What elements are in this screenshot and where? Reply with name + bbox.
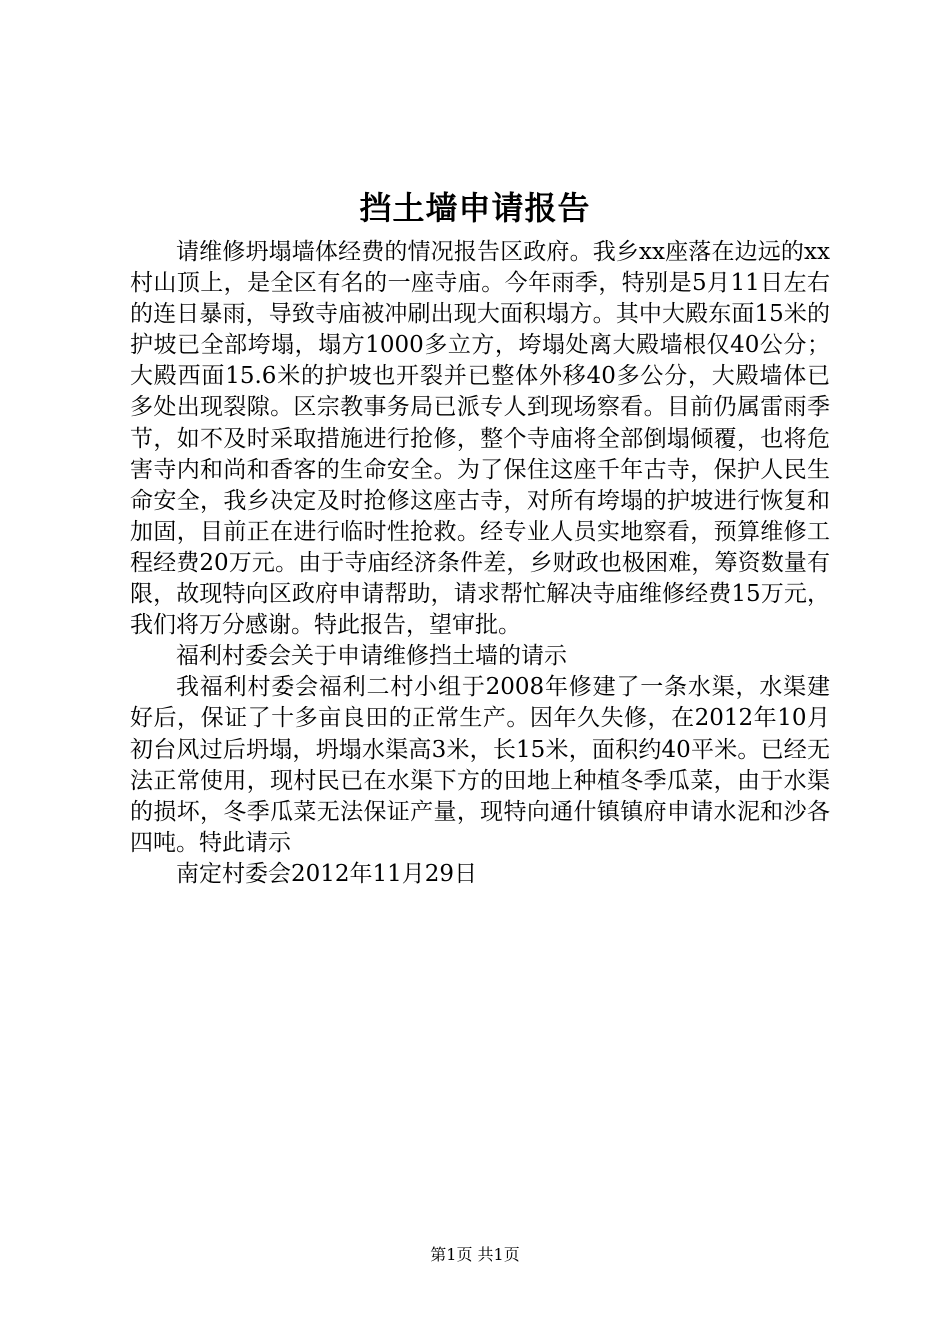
document-body bbox=[130, 237, 830, 890]
request-heading: 福利村委会关于申请维修挡土墙的请示 bbox=[176, 643, 567, 670]
page-number: 第1页 共1页 bbox=[430, 1245, 520, 1264]
document-title: 挡土墙申请报告 bbox=[359, 189, 591, 227]
request-paragraph: 我福利村委会福利二村小组于2008年修建了一条水渠，水渠建好后，保证了十多亩良田的正常生产。因年久失修，在2012年10月初台风过后坍塌，坍塌水渠高3米，长15米，面积约40平米。已经无法正常使用，现村民已在水渠下方的田地上种植冬季瓜菜，由于水渠的损坏，冬季瓜菜无法保证产量，现特向通什镇镇府申请水泥和沙各四吨。特此请示 bbox=[130, 674, 830, 856]
signature-line: 南定村委会2012年11月29日 bbox=[176, 860, 478, 887]
report-paragraph: 请维修坍塌墙体经费的情况报告区政府。我乡xx座落在边远的xx村山顶上，是全区有名的一座寺庙。今年雨季，特别是5月11日左右的连日暴雨，导致寺庙被冲刷出现大面积塌方。其中大殿东面15米的护坡已全部垮塌，塌方1000多立方，垮塌处离大殿墙根仅40公分；大殿西面15.6米的护坡也开裂并已整体外移40多公分，大殿墙体已多处出现裂隙。区宗教事务局已派专人到现场察看。目前仍属雷雨季节，如不及时采取措施进行抢修，整个寺庙将全部倒塌倾覆，也将危害寺内和尚和香客的生命安全。为了保住这座千年古寺，保护人民生命安全，我乡决定及时抢修这座古寺，对所有垮塌的护坡进行恢复和加固，目前正在进行临时性抢救。经专业人员实地察看，预算维修工程经费20万元。由于寺庙经济条件差，乡财政也极困难，筹资数量有限，故现特向区政府申请帮助，请求帮忙解决寺庙维修经费15万元，我们将万分感谢。特此报告，望审批。 bbox=[130, 239, 830, 639]
